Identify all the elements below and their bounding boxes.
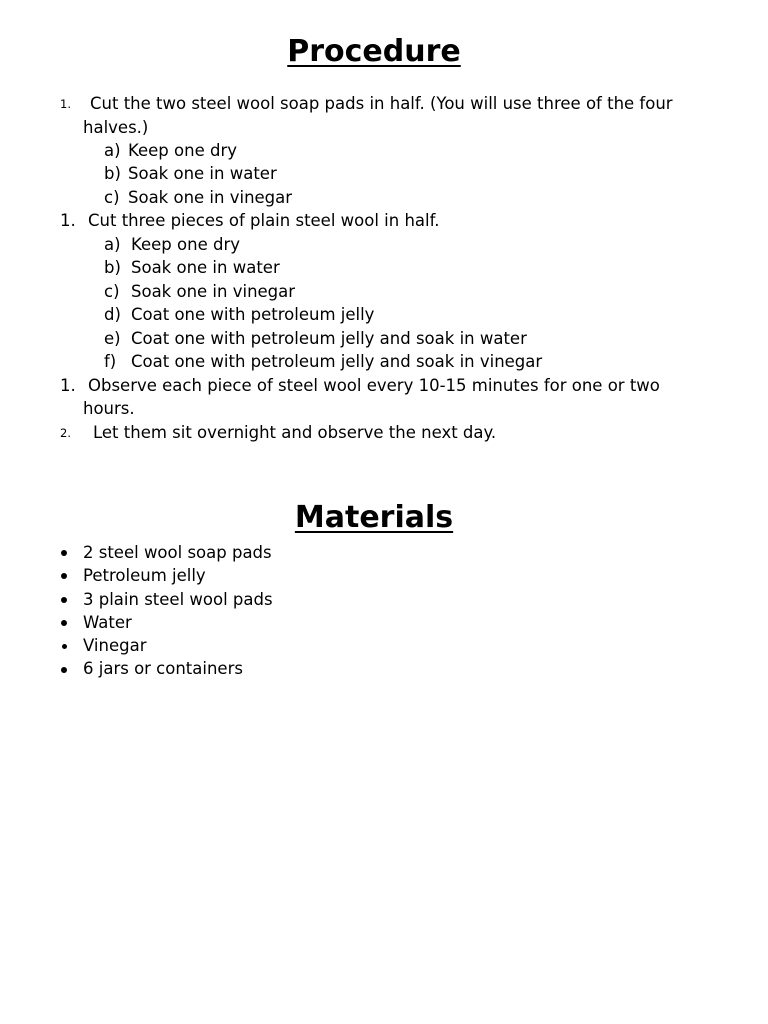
step-2-subitem-d-marker: d) xyxy=(104,305,121,324)
step-1-text-line2: halves.) xyxy=(83,118,149,137)
step-2-subitem-d-text: Coat one with petroleum jelly xyxy=(131,305,375,324)
step-1-subitem-b-marker: b) xyxy=(104,164,121,183)
step-1-subitem-a-marker: a) xyxy=(104,141,121,160)
step-1-subitem-a-text: Keep one dry xyxy=(128,141,237,160)
step-2-subitem-b-marker: b) xyxy=(104,258,121,277)
materials-heading: Materials xyxy=(294,500,454,535)
step-3-text-line2: hours. xyxy=(83,399,135,418)
step-2-subitem-c-text: Soak one in vinegar xyxy=(131,282,296,301)
step-4-text: Let them sit overnight and observe the next day. xyxy=(93,423,497,442)
step-1-text-line1: Cut the two steel wool soap pads in half. (You will use three of the four xyxy=(90,94,673,113)
materials-item-4: Water xyxy=(83,613,132,632)
materials-bullet xyxy=(61,597,67,603)
step-2-number: 1. xyxy=(60,211,76,230)
step-4-number: 2. xyxy=(60,426,71,440)
materials-bullet xyxy=(61,667,67,673)
step-2-subitem-e-marker: e) xyxy=(104,329,121,348)
materials-bullet xyxy=(61,550,67,556)
step-2-subitem-c-marker: c) xyxy=(104,282,120,301)
procedure-heading: Procedure xyxy=(287,34,461,69)
step-2-subitem-f-text: Coat one with petroleum jelly and soak in vinegar xyxy=(131,352,543,371)
materials-bullet xyxy=(61,573,67,579)
materials-item-6: 6 jars or containers xyxy=(83,659,243,678)
step-1-number: 1. xyxy=(60,97,71,111)
step-2-subitem-a-text: Keep one dry xyxy=(131,235,240,254)
step-1-subitem-c-text: Soak one in vinegar xyxy=(128,188,293,207)
step-1-subitem-c-marker: c) xyxy=(104,188,120,207)
materials-item-1: 2 steel wool soap pads xyxy=(83,543,272,562)
materials-bullet xyxy=(62,644,67,649)
step-2-subitem-e-text: Coat one with petroleum jelly and soak in water xyxy=(131,329,527,348)
step-2-text: Cut three pieces of plain steel wool in half. xyxy=(88,211,440,230)
step-2-subitem-a-marker: a) xyxy=(104,235,121,254)
materials-bullet xyxy=(61,620,67,626)
step-3-number: 1. xyxy=(60,376,76,395)
materials-item-2: Petroleum jelly xyxy=(83,566,206,585)
materials-item-3: 3 plain steel wool pads xyxy=(83,590,273,609)
step-1-subitem-b-text: Soak one in water xyxy=(128,164,277,183)
materials-item-5: Vinegar xyxy=(83,636,147,655)
step-2-subitem-f-marker: f) xyxy=(104,352,117,371)
step-3-text-line1: Observe each piece of steel wool every 10-15 minutes for one or two xyxy=(88,376,660,395)
step-2-subitem-b-text: Soak one in water xyxy=(131,258,280,277)
